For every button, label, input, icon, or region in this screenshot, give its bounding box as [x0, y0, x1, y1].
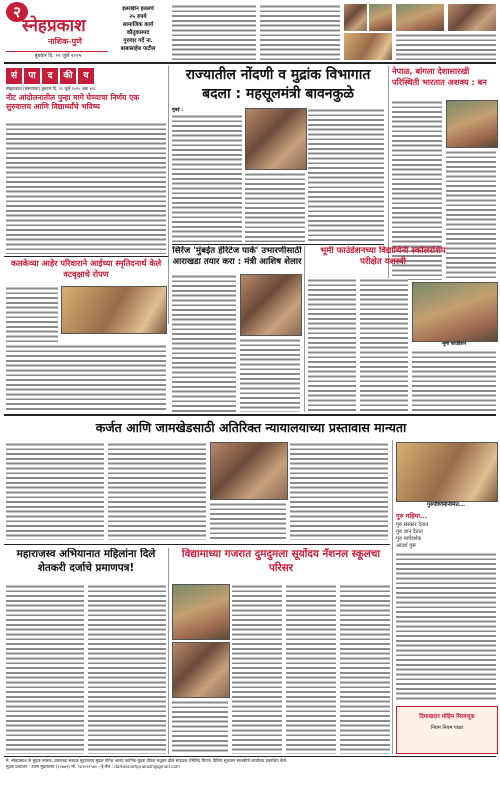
column-divider-1 — [168, 66, 169, 324]
main-story-headline: राज्यातील नोंदणी व मुद्रांक विभागात बदला : महसूलमंत्री बावनकुळे — [185, 67, 371, 102]
promo-line-5: गुरुवार गर्दे ना. — [123, 38, 153, 44]
footer-divider — [4, 756, 496, 757]
main-story-photo — [245, 108, 307, 170]
school-photo-2 — [172, 642, 230, 698]
court-photo — [210, 442, 288, 500]
family-text-2 — [6, 344, 166, 412]
court-text-1 — [6, 442, 104, 540]
main-story-text-3 — [308, 108, 384, 242]
foundation-photo-caption: भूमी फाउंडेशन — [441, 342, 467, 347]
masthead-rule — [6, 51, 108, 52]
section-divider-1 — [4, 256, 168, 257]
women-headline: महाराजस्व अभियानात महिलांना दिले शेतकरी दर्जाचे प्रमाणपत्र! — [16, 548, 156, 574]
court-text-4 — [290, 442, 388, 540]
footer-imprint — [6, 758, 494, 786]
issue-date: बुधवार दि. २२ जुलै २०२५ — [34, 53, 82, 59]
school-text-3 — [340, 584, 390, 754]
right-column-ad — [396, 706, 498, 754]
top-photo-2 — [369, 4, 392, 31]
masthead — [0, 0, 170, 62]
guru-mahima-item: आदर्श गुरू — [396, 543, 417, 549]
ad-body: नियम नियम पाळा — [430, 725, 464, 731]
promo-line-6: बाबासाहेब पाटील — [120, 46, 156, 52]
top-right-photo-1 — [396, 4, 444, 31]
school-text-4 — [172, 700, 228, 754]
top-article-text-1 — [172, 4, 256, 60]
section-divider-4 — [4, 544, 390, 545]
guru-mahima-item: गुरु संस्कार देतात — [396, 522, 429, 528]
women-text-2 — [88, 584, 166, 754]
guru-mahima-item: गुरु मार्गदर्शक — [396, 536, 422, 542]
newspaper-subtitle: नाशिक-पुणे — [48, 37, 82, 46]
family-headline: कलकेव्या आहेर परिवाराने आईच्या स्मृतिदनार्थ केले वटवृक्षाचे रोपण — [10, 258, 162, 279]
column-divider-5 — [168, 548, 169, 754]
column-divider-3 — [304, 246, 305, 412]
promo-line-2: २५ रुपये — [129, 14, 147, 20]
editorial-headline: नीट आंदोलनातील पुन्हा मागे घेण्याचा निर्णय एक सुरुवातच आणि विद्यार्थ्यांचे भविष्य — [6, 93, 140, 111]
top-right-photo-group — [396, 4, 496, 60]
editorial-banner-letter: पा — [24, 68, 40, 84]
page-number-badge: २ — [6, 2, 28, 22]
footer-line-2: मुद्रक प्रकाशन - उत्तम मुद्रणालय (१२७७९) मो. ९४२०२१५४० - ई-मेल : damkisnehprakash@gmail.com — [6, 764, 181, 770]
school-text-1 — [232, 584, 282, 754]
main-story-text-2 — [245, 172, 305, 242]
nepal-photo — [446, 100, 498, 148]
top-photo-3 — [344, 33, 392, 60]
heritage-headline: सिरेंज 'मुंबईत हेरिटेज पार्क' उभारणीसाठी आराखडा तयार करा : मंत्री आशिष शेलार — [172, 246, 302, 267]
promo-box — [110, 6, 166, 58]
family-text-1 — [6, 286, 58, 342]
court-text-2 — [108, 442, 206, 540]
masthead-divider — [4, 62, 496, 64]
heritage-text-1 — [172, 274, 236, 412]
promo-line-1: इलरखीन हललचे — [122, 6, 154, 12]
ad-title: दिमाखदार मोहिम मिरवणूक — [419, 714, 475, 720]
editorial-banner-letter: की — [60, 68, 76, 84]
guru-purnima-photo — [396, 442, 498, 502]
editorial-banner-letter: सं — [6, 68, 22, 84]
nepal-headline: नेपाळ, बांगला देशासारखी परिस्थिती भारतात अशक्य : बन — [392, 66, 487, 87]
editorial-banner-letter: द — [42, 68, 58, 84]
section-divider-3 — [4, 414, 496, 416]
editorial-dateline: स्नेहप्रकाश (संस्थापक) बुधवार दि. २२ जुलै २०२५ अंक ४१८ — [6, 86, 97, 91]
family-photo — [61, 286, 167, 334]
school-photo-1 — [172, 584, 230, 640]
guru-mahima-item: गुरु ज्ञान देतात — [396, 529, 423, 535]
editorial-body — [6, 122, 166, 254]
editorial-banner-letter: य — [78, 68, 94, 84]
foundation-text-2 — [360, 278, 408, 412]
top-article-text-2 — [260, 4, 340, 60]
main-story-text-1 — [172, 114, 242, 242]
newspaper-title: स्नेहप्रकाश — [22, 16, 86, 36]
top-right-text — [396, 33, 496, 60]
guru-purnima-caption: गुरुपौर्णिमेनिमित्त... — [426, 502, 466, 508]
heritage-text-2 — [240, 338, 300, 412]
court-headline: कर्जत आणि जामखेडसाठी अतिरिक्त न्यायालयाच्या प्रस्तावास मान्यता — [95, 420, 407, 435]
main-story-byline: मुंबई : — [172, 108, 184, 113]
foundation-text-1 — [308, 278, 356, 412]
section-divider-2 — [172, 244, 384, 245]
guru-mahima-text — [396, 552, 496, 702]
guru-mahima-list — [396, 522, 496, 550]
top-photo-1 — [344, 4, 367, 31]
top-photo-group — [344, 4, 392, 60]
heritage-photo — [240, 274, 302, 336]
promo-line-3: सामाजिक कार्य — [122, 22, 154, 28]
court-text-3 — [210, 502, 286, 540]
school-text-2 — [286, 584, 336, 754]
foundation-photo — [412, 282, 498, 342]
women-text-1 — [6, 584, 84, 754]
editorial-banner — [6, 68, 94, 84]
column-divider-4 — [392, 440, 393, 754]
school-headline: विद्यामाध्या गजरात दुमदुमला सूर्योदय नॅशनल स्कूलचा परिसर — [181, 548, 381, 574]
foundation-text-3 — [412, 350, 496, 412]
guru-mahima-title: गुरु महिमा... — [396, 512, 428, 520]
foundation-headline: भूमी फाउंडेशनच्या विद्यार्थिनी स्कॉलरशिप परीक्षेत यशस्वी — [320, 246, 446, 267]
promo-line-4: कौतुकास्पद — [126, 30, 150, 36]
footer-line-1: मे. स्नेहप्रकाश के मुद्रक मालक, प्रकाशक सकाळ मुद्रणालय मुद्रक योगेश आनंद कानिफ मुद्रक दीपक मधुकर ढोले संपादक (मिलिंद चिंतन) दिलिप सुधाकर मालकीचे कार्यालय प्रकाशित केले. — [6, 758, 288, 763]
top-right-photo-2 — [448, 4, 496, 31]
